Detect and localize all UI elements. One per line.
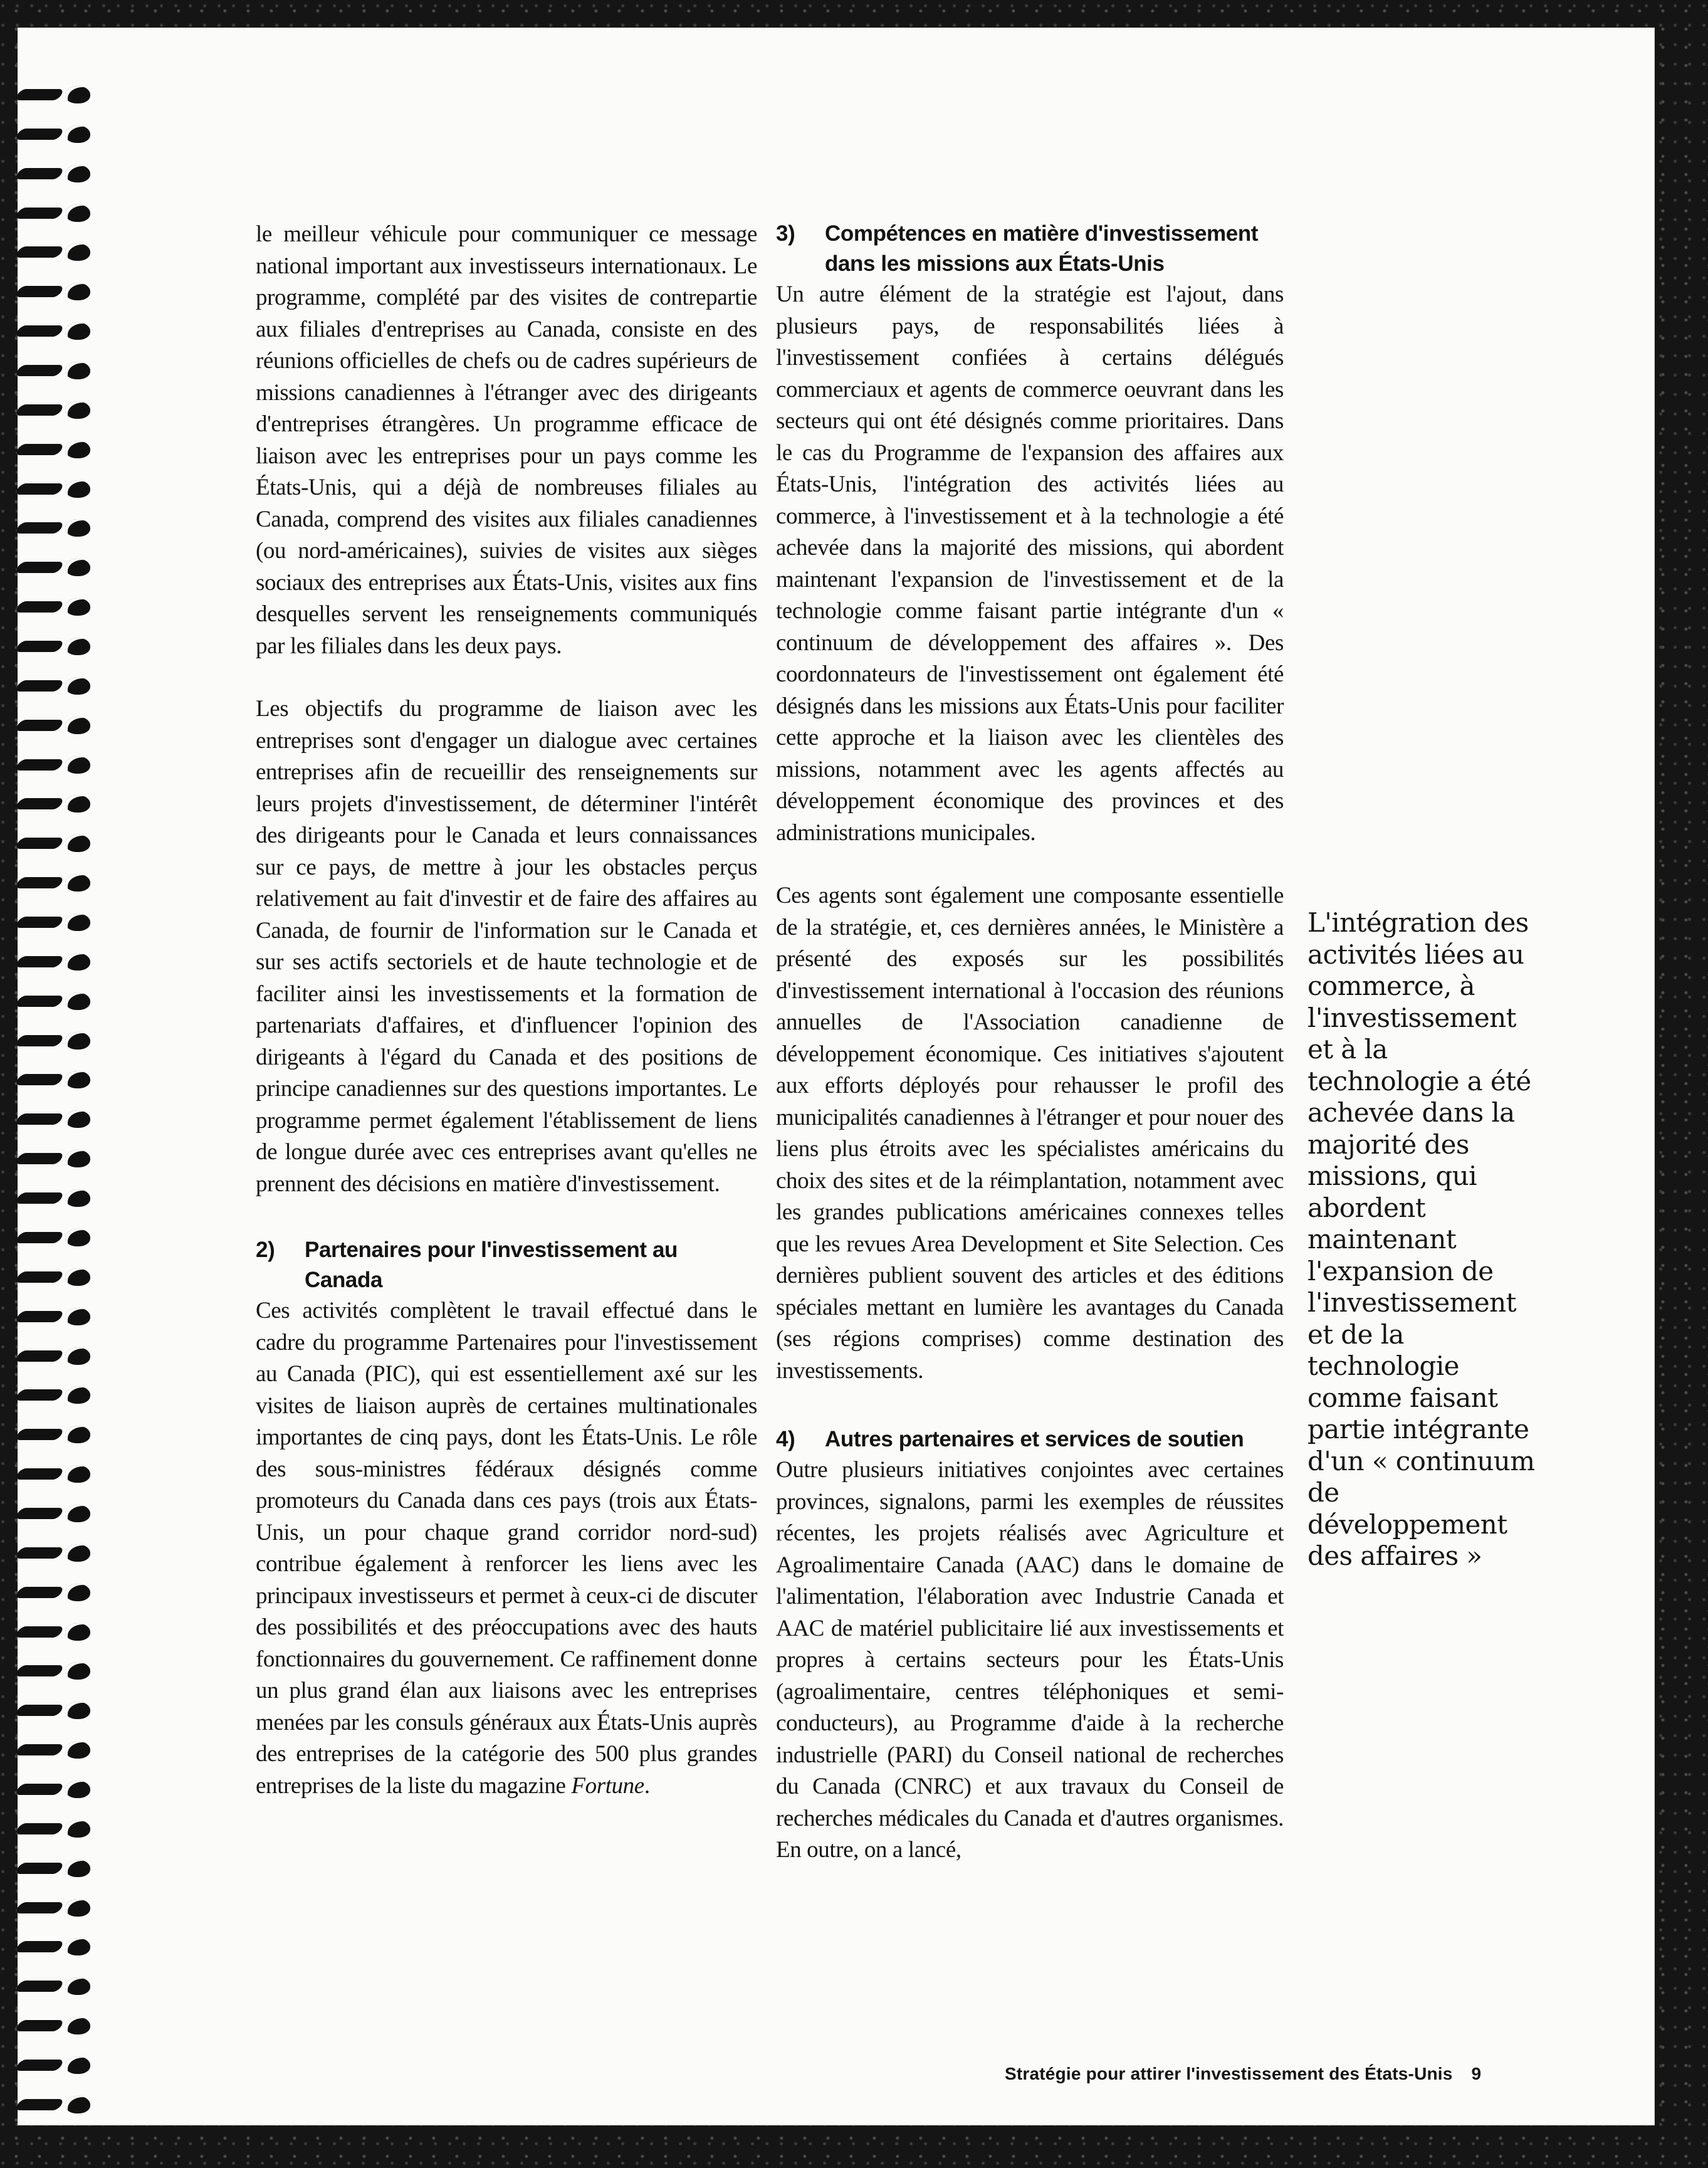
binding-coil	[18, 1227, 99, 1248]
binding-coil	[18, 1345, 99, 1367]
binding-coil	[18, 281, 99, 302]
binding-coil	[18, 360, 99, 381]
binding-coil	[18, 1187, 99, 1209]
binding-coil	[18, 478, 99, 500]
binding-coil	[18, 1858, 99, 1879]
binding-coil	[18, 2015, 99, 2036]
binding-coil	[18, 1818, 99, 1839]
section-heading-2	[256, 1235, 757, 1295]
binding-coil	[18, 163, 99, 184]
section-heading-3	[776, 219, 1284, 279]
paragraph-agents: Ces agents sont également une composante essentielle de la stratégie, et, ces dernières années, le Ministère a présenté des exposés sur les possibilités d'investissement international à l'occasion des réunions annuelles de l'Association canadienne de développement économique. Ces initiatives s'ajoutent aux efforts déployés pour rehausser le profil des municipalités canadiennes à l'étranger et pour nouer des liens plus étroits avec les spécialistes américains du choix des sites et de la réimplantation, notamment avec les grandes publications américaines connexes telles que les revues Area Development et Site Selection. Ces dernières publient souvent des articles et des éditions spéciales mettant en lumière les avantages du Canada (ses régions comprises) comme destination des investissements.	[776, 883, 1284, 1384]
paragraph-pic-end: .	[644, 1772, 650, 1799]
binding-coil	[18, 320, 99, 342]
binding-coil	[18, 1582, 99, 1603]
binding-coil	[18, 124, 99, 145]
binding-coil	[18, 1897, 99, 1918]
binding-coil	[18, 951, 99, 972]
paragraph-partners: Outre plusieurs initiatives conjointes avec certaines provinces, signalons, parmi les exemples de réussites récentes, les projets réalisés avec Agriculture et Agroalimentaire Canada (AAC) dans le domaine de l'alimentation, l'élaboration avec Industrie Canada et AAC de matériel publicitaire lié aux investissements et propres à certains secteurs pour les États-Unis (agroalimentaire, centres téléphoniques et semi-conducteurs), au Programme d'aide à la recherche industrielle (PARI) du Conseil national de recherches du Canada (CNRC) et aux travaux du Conseil de recherches médicales du Canada et d'autres organismes. En outre, on a lancé,	[776, 1457, 1284, 1863]
magazine-name: Fortune	[571, 1772, 644, 1799]
binding-coil	[18, 517, 99, 539]
binding-coil	[18, 1266, 99, 1288]
paragraph-liaison-program: le meilleur véhicule pour communiquer ce message national important aux investisseurs internationaux. Le programme, complété par des visites de contrepartie aux filiales d'entreprises au Canada, consiste en des réunions officielles de chefs ou de cadres supérieurs de missions canadiennes à l'étranger avec des dirigeants d'entreprises étrangères. Un programme efficace de liaison avec les entreprises pour un pays comme les États-Unis, qui a déjà de nombreuses filiales au Canada, comprend des visites aux filiales canadiennes (ou nord-américaines), suivies de visites aux sièges sociaux des entreprises aux États-Unis, visites aux fins desquelles servent les renseignements communiqués par les filiales dans les deux pays.	[256, 221, 757, 659]
binding-coil	[18, 1108, 99, 1130]
binding-coil	[18, 1660, 99, 1681]
binding-coil	[18, 1030, 99, 1051]
paragraph-pic	[256, 1295, 757, 1802]
section-number: 3)	[776, 221, 795, 246]
binding-coil	[18, 872, 99, 893]
binding-coil	[18, 84, 99, 105]
section-title: Partenaires pour l'investissement au Canada	[305, 1238, 678, 1292]
binding-coil	[18, 1779, 99, 1800]
section-heading-4	[776, 1424, 1284, 1455]
binding-coil	[18, 2055, 99, 2076]
binding-coil	[18, 1739, 99, 1760]
binding-coil	[18, 1700, 99, 1721]
binding-coil	[18, 754, 99, 776]
page-footer	[1005, 2064, 1506, 2084]
section-number: 2)	[256, 1238, 275, 1262]
section-title: Compétences en matière d'investissement dans les missions aux États-Unis	[825, 221, 1259, 276]
section-title: Autres partenaires et services de soutien	[825, 1427, 1244, 1451]
pull-quote: L'intégration des activités liées au commerce, à l'investissement et à la technologie a été achevée dans la majorité des missions, qui abordent maintenant l'expansion de l'investissement et de la technologie comme faisant partie intégrante d'un « continuum de développement des affaires »	[1307, 907, 1535, 1571]
binding-coil	[18, 596, 99, 618]
page-number: 9	[1471, 2064, 1482, 2083]
section-number: 4)	[776, 1427, 795, 1451]
binding-coil	[18, 399, 99, 421]
paragraph-missions: Un autre élément de la stratégie est l'ajout, dans plusieurs pays, de responsabilités liées à l'investissement confiées à certains délégués commerciaux et agents de commerce oeuvrant dans les secteurs qui ont été désignés comme prioritaires. Dans le cas du Programme de l'expansion des affaires aux États-Unis, l'intégration des activités liées au commerce, à l'investissement et à la technologie a été achevée dans la majorité des missions, qui abordent maintenant l'expansion de l'investissement et de la technologie comme faisant partie intégrante d'un « continuum de développement des affaires ». Des coordonnateurs de l'investissement ont également été désignés dans les missions aux États-Unis pour faciliter cette approche et la liaison avec les clientèles des missions, notamment avec les agents affectés au développement économique des provinces et des administrations municipales.	[776, 282, 1284, 846]
spiral-binding	[18, 84, 99, 2115]
binding-coil	[18, 1936, 99, 1957]
binding-coil	[18, 675, 99, 697]
binding-coil	[18, 1148, 99, 1169]
binding-coil	[18, 912, 99, 933]
binding-coil	[18, 833, 99, 854]
binding-coil	[18, 991, 99, 1012]
binding-coil	[18, 715, 99, 736]
binding-coil	[18, 557, 99, 578]
binding-coil	[18, 439, 99, 460]
binding-coil	[18, 1306, 99, 1327]
binding-coil	[18, 793, 99, 814]
binding-coil	[18, 241, 99, 263]
binding-coil	[18, 1069, 99, 1090]
binding-coil	[18, 1463, 99, 1485]
binding-coil	[18, 1503, 99, 1524]
binding-coil	[18, 203, 99, 224]
binding-coil	[18, 1424, 99, 1445]
document-page	[18, 28, 1655, 2125]
left-column	[256, 219, 757, 1802]
binding-coil	[18, 636, 99, 657]
paragraph-pic-text: Ces activités complètent le travail effectué dans le cadre du programme Partenaires pour l'investissement au Canada (PIC), qui est essentiellement axé sur les visites de liaison auprès de certaines multinationales importantes de cinq pays, dont les États-Unis. Le rôle des sous-ministres fédéraux désignés comme promoteurs du Canada dans ces pays (trois aux États-Unis, un pour chaque grand corridor nord-sud) contribue également à renforcer les liens avec les principaux investisseurs et permet à ceux-ci de discuter des possibilités et des préoccupations avec des hauts fonctionnaires du gouvernement. Ce raffinement donne un plus grand élan aux liaisons avec les entreprises menées par les consuls généraux aux États-Unis auprès des entreprises de la catégorie des 500 plus grandes entreprises de la liste du magazine	[256, 1298, 757, 1799]
binding-coil	[18, 2094, 99, 2115]
binding-coil	[18, 1542, 99, 1564]
middle-column	[776, 219, 1284, 1866]
paragraph-objectives: Les objectifs du programme de liaison avec les entreprises sont d'engager un dialogue avec certaines entreprises afin de recueillir des renseignements sur leurs projets d'investissement, de déterminer l'intérêt des dirigeants pour le Canada et leurs connaissances sur ce pays, de mettre à jour les obstacles perçus relativement au fait d'investir et de faire des affaires au Canada, de fournir de l'information sur le Canada et sur ses actifs sectoriels et de haute technologie et de faciliter ainsi les investissements et la formation de partenariats d'affaires, et d'influencer l'opinion des dirigeants à l'égard du Canada et des positions de principe canadiennes sur des questions importantes. Le programme permet également l'établissement de liens de longue durée avec ces entreprises avant qu'elles ne prennent des décisions en matière d'investissement.	[256, 696, 757, 1197]
binding-coil	[18, 1976, 99, 1997]
footer-title: Stratégie pour attirer l'investissement des États-Unis	[1005, 2064, 1453, 2083]
binding-coil	[18, 1621, 99, 1643]
binding-coil	[18, 1384, 99, 1406]
